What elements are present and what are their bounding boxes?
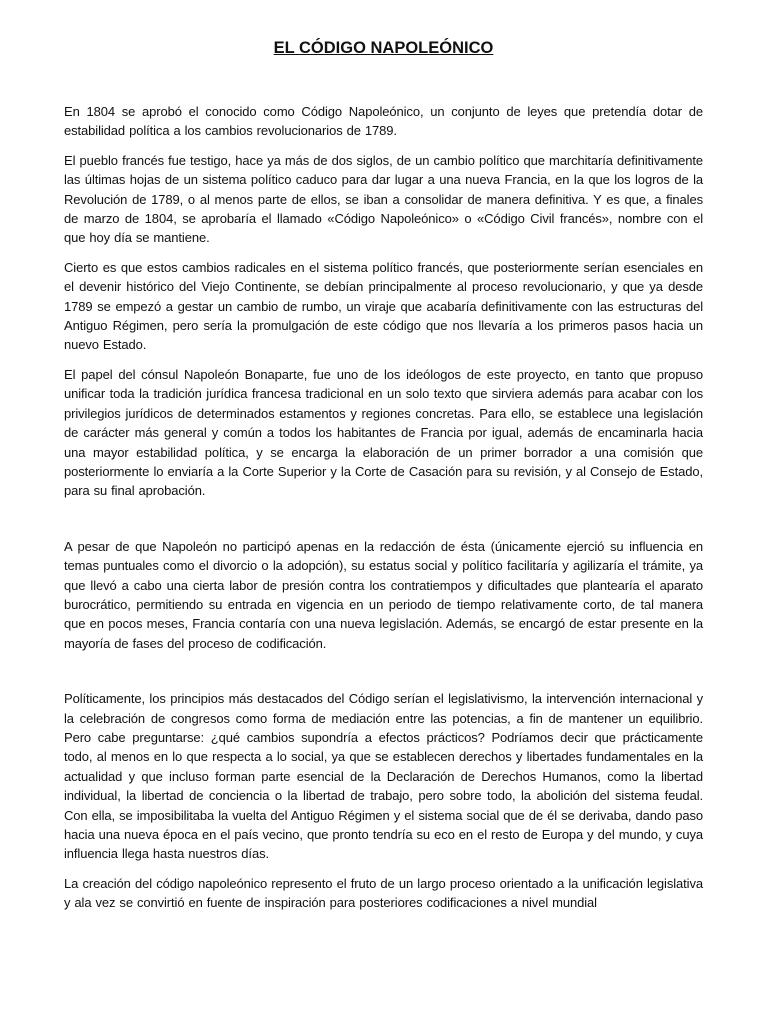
document-page <box>64 0 703 1024</box>
paragraph-4: El papel del cónsul Napoleón Bonaparte, fue uno de los ideólogos de este proyecto, en tanto que propuso unificar toda la tradición jurídica francesa tradicional en un solo texto que sirviera además para acabar con los privilegios jurídicos de determinados estamentos y regiones concretas. Para ello, se establece una legislación de carácter más general y común a todos los habitantes de Francia por igual, además de encaminarla hacia una mayor estabilidad política, y se encarga la elaboración de un primer borrador a una comisión que posteriormente lo enviaría a la Corte Superior y la Corte de Casación para su revisión, y al Consejo de Estado, para su final aprobación. <box>64 366 703 499</box>
paragraph-6: Políticamente, los principios más destacados del Código serían el legislativismo, la intervención internacional y la celebración de congresos como forma de mediación entre las potencias, a fin de mantener un equilibrio. Pero cabe preguntarse: ¿qué cambios supondría a efectos prácticos? Podríamos decir que prácticamente todo, al menos en lo que respecta a lo social, ya que se establecen derechos y libertades fundamentales en la actualidad y que incluso forman parte esencial de la Declaración de Derechos Humanos, como la libertad individual, la libertad de conciencia o la libertad de trabajo, pero sobre todo, la abolición del sistema feudal. Con ella, se imposibilitaba la vuelta del Antiguo Régimen y el sistema social que de él se derivaba, dando paso hacia una nueva época en el país vecino, que pronto tendría su eco en el resto de Europa y del mundo, y cuya influencia llega hasta nuestros días. <box>64 691 703 862</box>
document-title: EL CÓDIGO NAPOLEÓNICO <box>273 39 494 57</box>
paragraph-3: Cierto es que estos cambios radicales en el sistema político francés, que posteriormente serían esenciales en el devenir histórico del Viejo Continente, se debían principalmente al proceso revolucionario, y que ya desde 1789 se empezó a gestar un cambio de rumbo, un viraje que acabaría definitivamente con las estructuras del Antiguo Régimen, pero sería la promulgación de este código que nos llevaría a los primeros pasos hacia un nuevo Estado. <box>64 259 703 353</box>
paragraph-7: La creación del código napoleónico represento el fruto de un largo proceso orientado a la unificación legislativa y ala vez se convirtió en fuente de inspiración para posteriores codificaciones a nivel mundial <box>64 875 703 911</box>
paragraph-5: A pesar de que Napoleón no participó apenas en la redacción de ésta (únicamente ejerció su influencia en temas puntuales como el divorcio o la adopción), su estatus social y político facilitaría y agilizaría el trámite, ya que llevó a cabo una cierta labor de presión contra los contratiempos y dificultades que plantearía el aparato burocrático, permitiendo su entrada en vigencia en un periodo de tiempo relativamente corto, de tal manera que en pocos meses, Francia contaría con una nueva legislación. Además, se encargó de estar presente en la mayoría de fases del proceso de codificación. <box>64 538 703 651</box>
paragraph-2: El pueblo francés fue testigo, hace ya más de dos siglos, de un cambio político que marchitaría definitivamente las últimas hojas de un sistema político caduco para dar lugar a una nueva Francia, en la que los logros de la Revolución de 1789, o al menos parte de ellos, se iban a consolidar de manera definitiva. Y es que, a finales de marzo de 1804, se aprobaría el llamado «Código Napoleónico» o «Código Civil francés», nombre con el que hoy día se mantiene. <box>64 152 703 246</box>
paragraph-1: En 1804 se aprobó el conocido como Código Napoleónico, un conjunto de leyes que pretendía dotar de estabilidad política a los cambios revolucionarios de 1789. <box>64 104 703 139</box>
